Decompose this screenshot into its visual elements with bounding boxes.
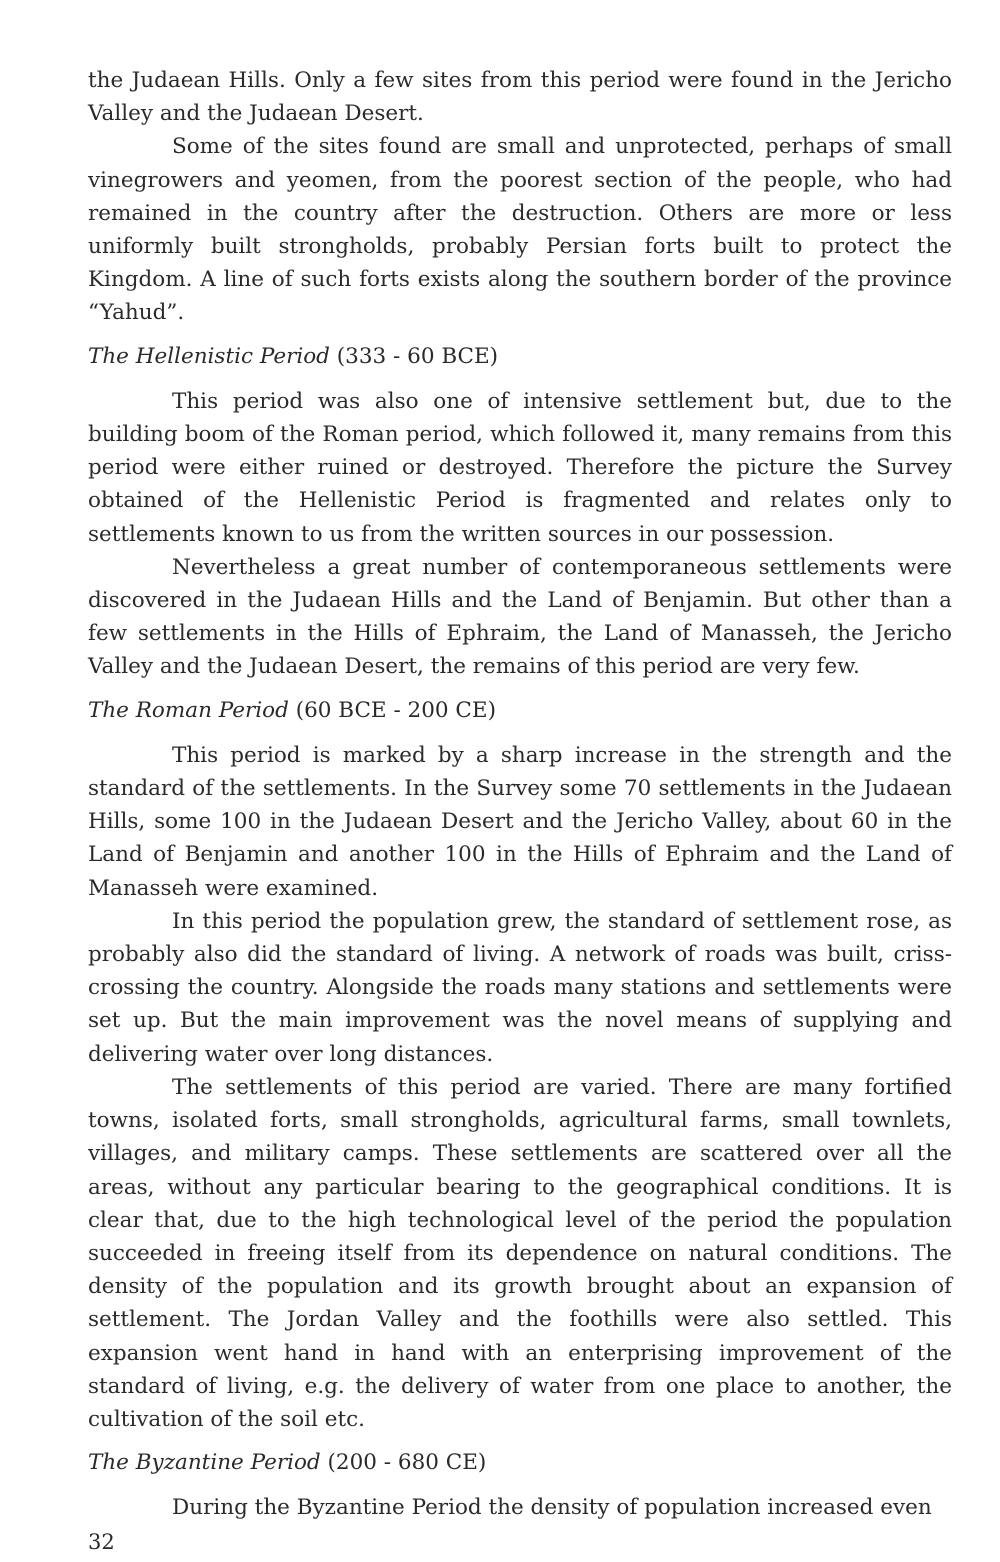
section-title: The Byzantine Period: [88, 1450, 321, 1476]
section-heading-byzantine: [88, 1446, 952, 1479]
section-heading-hellenistic: [88, 340, 952, 373]
section-heading-roman: [88, 694, 952, 727]
paragraph-continuation: the Judaean Hills. Only a few sites from this period were found in the Jericho Valley and the Judaean Desert.: [88, 68, 952, 127]
paragraph-byzantine-1: During the Byzantine Period the density of population increased even: [172, 1495, 932, 1521]
paragraph-hellenistic-2: Nevertheless a great number of contemporaneous settlements were discovered in the Judaean Hills and the Land of Benjamin. But other than a few settlements in the Hills of Ephraim, the Land of Manasseh, the Jericho Valley and the Judaean Desert, the remains of this period are very few.: [88, 554, 952, 680]
page-number: 32: [88, 1530, 115, 1554]
paragraph-roman-3: The settlements of this period are varied. There are many fortified towns, isolated forts, small strongholds, agricultural farms, small townlets, villages, and military camps. These settlements are scattered over all the areas, without any particular bearing to the geographical conditions. It is clear that, due to the high technological level of the period the population succeeded in freeing itself from its dependence on natural conditions. The density of the population and its growth brought about an expansion of settlement. The Jordan Valley and the foothills were also settled. This expansion went hand in hand with an enterprising improvement of the standard of living, e.g. the delivery of water from one place to another, the cultivation of the soil etc.: [88, 1074, 952, 1432]
paragraph-persian-sites: Some of the sites found are small and unprotected, perhaps of small vinegrowers and yeomen, from the poorest section of the people, who had remained in the country after the destruction. Others are more or less uniformly built strongholds, probably Persian forts built to protect the Kingdom. A line of such forts exists along the southern border of the province “Yahud”.: [88, 134, 952, 326]
section-dates: (333 - 60 BCE): [336, 343, 499, 369]
paragraph-roman-1: This period is marked by a sharp increase in the strength and the standard of the settlements. In the Survey some 70 settlements in the Judaean Hills, some 100 in the Judaean Desert and the Jericho Valley, about 60 in the Land of Benjamin and another 100 in the Hills of Ephraim and the Land of Manasseh were examined.: [88, 742, 952, 901]
section-title: The Roman Period: [88, 697, 289, 723]
section-dates: (200 - 680 CE): [327, 1450, 487, 1476]
paragraph-roman-2: In this period the population grew, the standard of settlement rose, as probably also did the standard of living. A network of roads was built, criss-crossing the country. Alongside the roads many stations and settlements were set up. But the main improvement was the novel means of supplying and delivering water over long distances.: [88, 908, 952, 1067]
section-dates: (60 BCE - 200 CE): [295, 697, 496, 723]
page-body: [88, 64, 952, 1525]
section-title: The Hellenistic Period: [88, 343, 330, 369]
paragraph-hellenistic-1: This period was also one of intensive settlement but, due to the building boom of the Roman period, which followed it, many remains from this period were either ruined or destroyed. Therefore the picture the Survey obtained of the Hellenistic Period is fragmented and relates only to settlements known to us from the written sources in our possession.: [88, 388, 952, 547]
